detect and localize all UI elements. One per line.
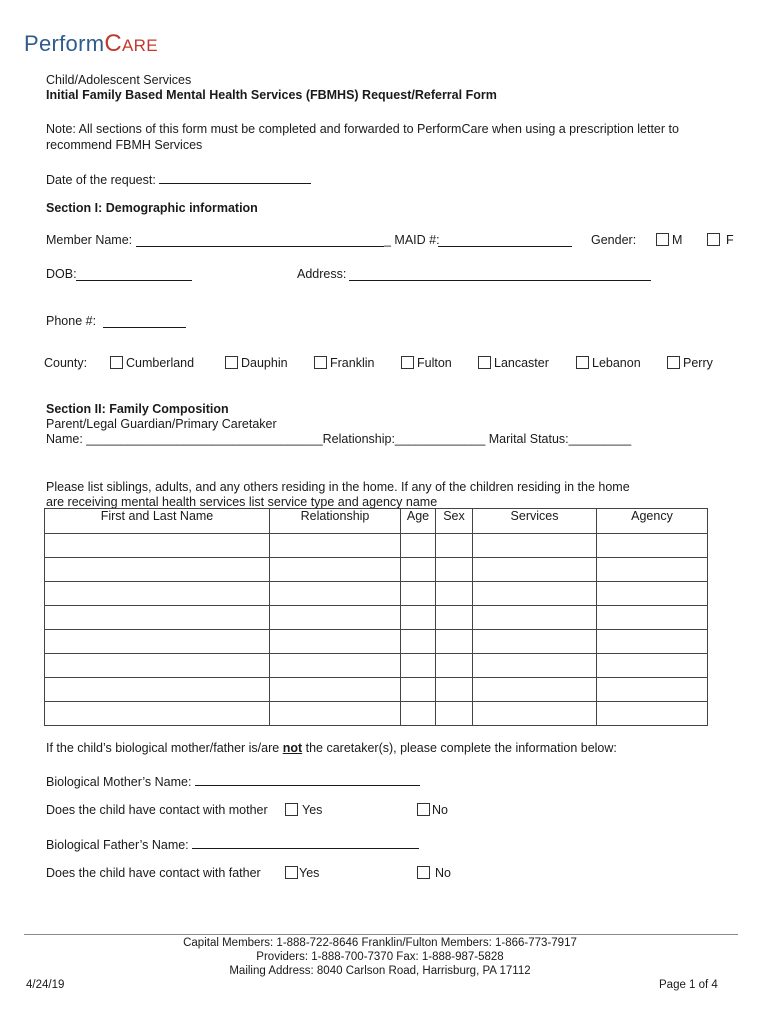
no-label: No [432,803,448,817]
household-cell[interactable] [45,606,270,630]
household-row [45,702,708,726]
household-cell[interactable] [436,630,473,654]
gender-m-checkbox[interactable] [656,233,669,246]
county-option-label: Lebanon [592,356,641,370]
household-cell[interactable] [270,630,401,654]
mother-no-checkbox[interactable] [417,803,430,816]
col-header-relationship: Relationship [270,509,401,534]
county-checkbox[interactable] [401,356,414,369]
date-request-label: Date of the request: [46,173,156,187]
household-cell[interactable] [45,702,270,726]
footer-line-1: Capital Members: 1-888-722-8646 Franklin/Fulton Members: 1-866-773-7917 [183,937,577,949]
household-cell[interactable] [597,534,708,558]
household-cell[interactable] [436,654,473,678]
mother-contact-yes[interactable] [285,803,322,817]
county-lebanon[interactable] [576,356,641,370]
household-header-row [45,509,708,534]
date-request-row [46,170,311,187]
county-option-label: Cumberland [126,356,195,370]
household-instructions-2: are receiving mental health services list service type and agency name [46,495,438,509]
household-cell[interactable] [597,582,708,606]
col-header-agency: Agency [597,509,708,534]
gender-m-option[interactable] [656,233,682,247]
bio-intro [46,741,617,755]
household-cell[interactable] [597,654,708,678]
col-header-services: Services [473,509,597,534]
household-cell[interactable] [597,558,708,582]
yes-label: Yes [299,866,320,880]
household-row [45,678,708,702]
mother-contact-label: Does the child have contact with mother [46,803,268,817]
household-cell[interactable] [270,558,401,582]
household-cell[interactable] [473,606,597,630]
household-cell[interactable] [270,654,401,678]
county-franklin[interactable] [314,356,374,370]
household-cell[interactable] [436,678,473,702]
household-cell[interactable] [401,534,436,558]
county-option-label: Franklin [330,356,375,370]
household-body [45,534,708,726]
phone-label: Phone #: [46,314,97,328]
department-label: Child/Adolescent Services [46,73,192,87]
household-cell[interactable] [270,678,401,702]
logo-care: Care [104,30,158,57]
household-cell[interactable] [401,678,436,702]
gender-label: Gender: [591,233,637,247]
mother-name-label: Biological Mother’s Name: [46,775,192,789]
date-request-field[interactable] [159,170,311,184]
mother-name-row [46,772,420,789]
household-cell[interactable] [401,702,436,726]
household-row [45,654,708,678]
county-checkbox[interactable] [667,356,680,369]
bio-intro-pre: If the child’s biological mother/father is/are [46,741,283,755]
household-instructions-1: Please list siblings, adults, and any others residing in the home. If any of the children residing in the home [46,480,630,494]
household-cell[interactable] [45,678,270,702]
father-contact-yes[interactable] [285,866,319,880]
household-cell[interactable] [436,582,473,606]
household-cell[interactable] [473,582,597,606]
household-cell[interactable] [45,654,270,678]
household-table [44,508,708,726]
household-row [45,558,708,582]
yes-label: Yes [302,803,323,817]
section-2-subtitle: Parent/Legal Guardian/Primary Caretaker [46,417,277,431]
household-cell[interactable] [473,630,597,654]
household-cell[interactable] [45,630,270,654]
phone-field[interactable] [103,314,186,328]
household-cell[interactable] [597,630,708,654]
county-checkbox[interactable] [576,356,589,369]
county-lancaster[interactable] [478,356,549,370]
county-perry[interactable] [667,356,713,370]
household-cell[interactable] [436,558,473,582]
household-cell[interactable] [270,582,401,606]
dob-field[interactable] [76,267,192,281]
father-name-field[interactable] [192,835,419,849]
father-contact-label: Does the child have contact with father [46,866,261,880]
household-cell[interactable] [45,558,270,582]
household-cell[interactable] [473,702,597,726]
household-row [45,630,708,654]
household-cell[interactable] [597,606,708,630]
father-yes-checkbox[interactable] [285,866,298,879]
gender-f-option[interactable] [707,233,734,247]
county-checkbox[interactable] [314,356,327,369]
household-cell[interactable] [597,678,708,702]
bio-intro-post: the caretaker(s), please complete the information below: [302,741,617,755]
household-cell[interactable] [473,678,597,702]
footer-page-number: Page 1 of 4 [659,979,718,991]
county-option-label: Perry [683,356,713,370]
footer-divider [24,934,738,935]
household-cell[interactable] [270,606,401,630]
footer-date: 4/24/19 [26,979,65,991]
county-dauphin[interactable] [225,356,288,370]
member-name-field[interactable] [136,233,384,247]
mother-yes-checkbox[interactable] [285,803,298,816]
county-cumberland[interactable] [110,356,194,370]
county-checkbox[interactable] [225,356,238,369]
household-cell[interactable] [436,534,473,558]
household-cell[interactable] [473,654,597,678]
household-cell[interactable] [436,606,473,630]
household-cell[interactable] [473,558,597,582]
household-cell[interactable] [45,582,270,606]
household-cell[interactable] [45,534,270,558]
household-row [45,534,708,558]
father-no-checkbox[interactable] [417,866,430,879]
col-header-age: Age [401,509,436,534]
household-cell[interactable] [401,630,436,654]
household-cell[interactable] [401,582,436,606]
col-header-sex: Sex [436,509,473,534]
dob-label: DOB: [46,267,77,281]
mother-name-field[interactable] [195,772,420,786]
performcare-logo [24,30,158,58]
col-header-name: First and Last Name [45,509,270,534]
gender-f-checkbox[interactable] [707,233,720,246]
footer-line-3: Mailing Address: 8040 Carlson Road, Harrisburg, PA 17112 [229,965,531,977]
section-1-title: Section I: Demographic information [46,201,258,215]
county-option-label: Dauphin [241,356,288,370]
household-cell[interactable] [270,702,401,726]
household-row [45,606,708,630]
address-label: Address: [297,267,347,281]
address-field[interactable] [349,267,651,281]
father-name-label: Biological Father’s Name: [46,838,189,852]
note-line-1: Note: All sections of this form must be completed and forwarded to PerformCare when using a prescription letter to [46,122,679,136]
bio-intro-not: not [282,741,303,755]
form-title: Initial Family Based Mental Health Services (FBMHS) Request/Referral Form [46,88,497,102]
member-name-label: Member Name: [46,233,133,247]
caretaker-name-line[interactable]: Name: __________________________________Relationship:_____________ Marital Status:_________ [46,432,632,446]
maid-label: _ MAID #: [384,233,440,247]
county-checkbox[interactable] [478,356,491,369]
father-name-row [46,835,419,852]
no-label: No [435,866,451,880]
gender-f-label: F [726,233,734,247]
county-label: County: [44,356,88,370]
household-cell[interactable] [401,606,436,630]
footer-line-2: Providers: 1-888-700-7370 Fax: 1-888-987-5828 [256,951,504,963]
household-cell[interactable] [401,654,436,678]
household-cell[interactable] [597,702,708,726]
note-line-2: recommend FBMH Services [46,138,203,152]
county-option-label: Lancaster [494,356,549,370]
household-cell[interactable] [401,558,436,582]
section-2-title: Section II: Family Composition [46,402,229,416]
maid-field[interactable] [438,233,572,247]
county-option-label: Fulton [417,356,452,370]
mother-contact-no[interactable] [417,803,448,817]
father-contact-no[interactable] [417,866,451,880]
household-cell[interactable] [473,534,597,558]
household-cell[interactable] [436,702,473,726]
household-row [45,582,708,606]
gender-m-label: M [672,233,683,247]
household-cell[interactable] [270,534,401,558]
county-fulton[interactable] [401,356,452,370]
county-checkbox[interactable] [110,356,123,369]
logo-perform: Perform [24,31,105,56]
